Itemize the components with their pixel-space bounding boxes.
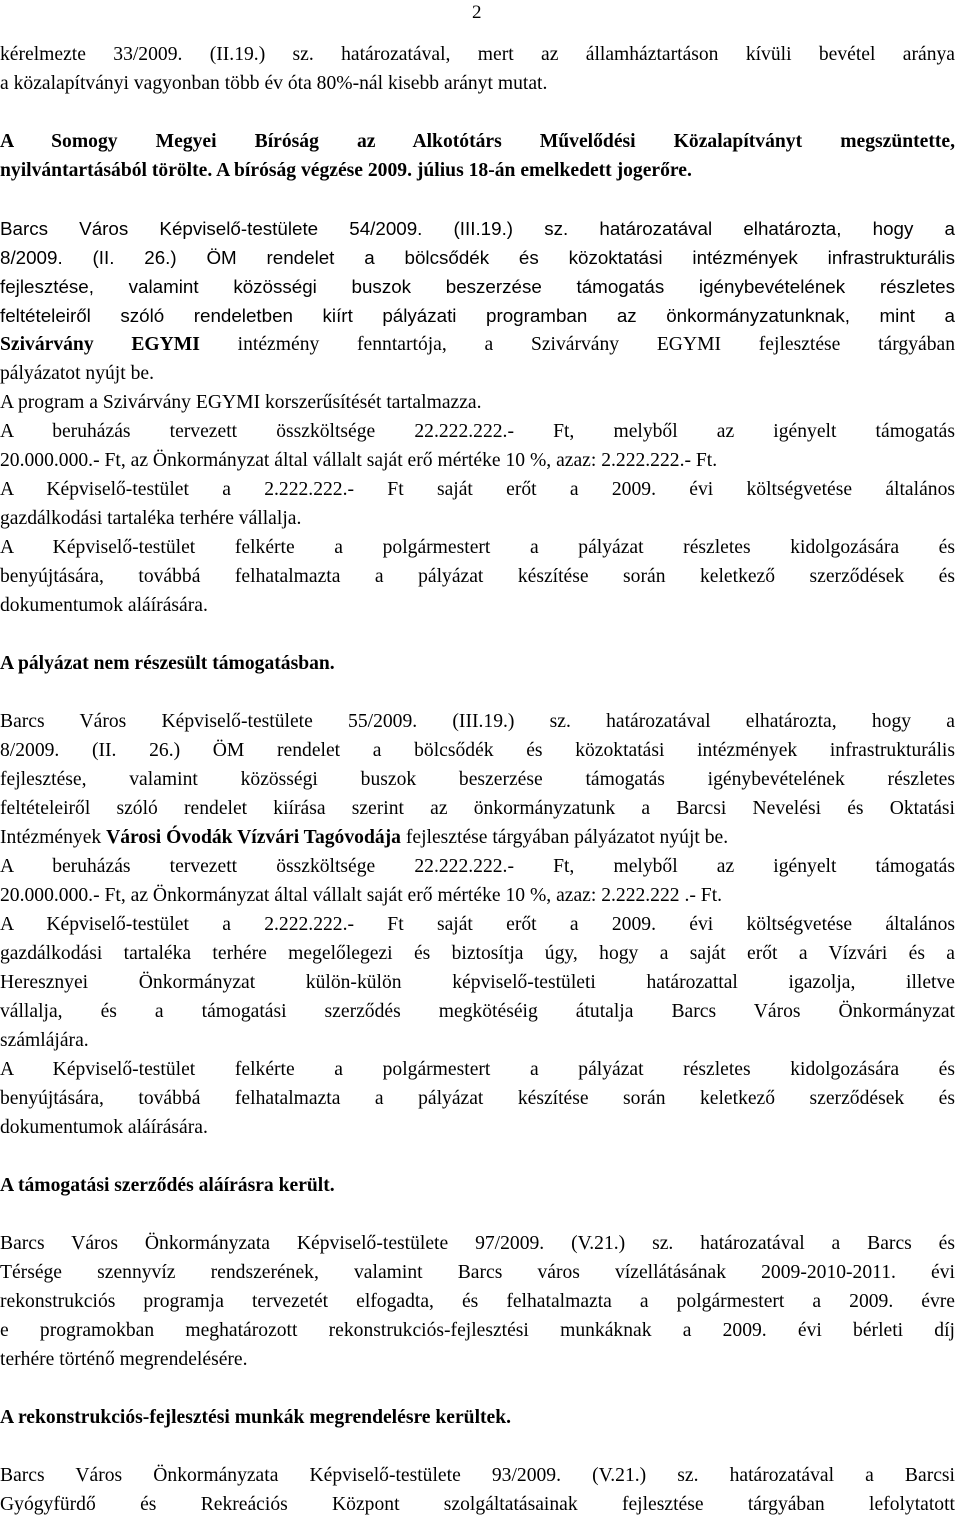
text-line: Gyógyfürdő és Rekreációs Központ szolgáltatásainak fejlesztése tárgyában lefolytatott bbox=[0, 1494, 955, 1515]
text-line: Barcs Város Képviselő-testülete 54/2009. (III.19.) sz. határozatával elhatározta, hogy a bbox=[0, 218, 955, 239]
text-line: feltételeiről szóló rendeletben kiírt pályázati programban az önkormányzatunknak, mint a bbox=[0, 305, 955, 326]
text-line: 8/2009. (II. 26.) ÖM rendelet a bölcsődék és közoktatási intézmények infrastrukturális bbox=[0, 247, 955, 268]
text-line: Heresznyei Önkormányzat külön-külön képviselő-testületi határozattal igazolja, illetve bbox=[0, 972, 955, 993]
text-line: terhére történő megrendelésére. bbox=[0, 1349, 248, 1370]
text-line: 8/2009. (II. 26.) ÖM rendelet a bölcsődék és közoktatási intézmények infrastrukturális bbox=[0, 740, 955, 761]
text-line bbox=[0, 330, 955, 359]
text-line: Térsége szennyvíz rendszerének, valamint Barcs város vízellátásának 2009-2010-2011. évi bbox=[0, 1262, 955, 1283]
text-line: e programokban meghatározott rekonstrukciós-fejlesztési munkáknak a 2009. évi bérleti díj bbox=[0, 1320, 955, 1341]
text-line: A beruházás tervezett összköltsége 22.222.222.- Ft, melyből az igényelt támogatás bbox=[0, 856, 955, 877]
text-line: 20.000.000.- Ft, az Önkormányzat által vállalt saját erő mértéke 10 %, azaz: 2.222.222 .- Ft. bbox=[0, 885, 723, 906]
text-line: számlájára. bbox=[0, 1030, 89, 1051]
text-line: a közalapítványi vagyonban több év óta 80%-nál kisebb arányt mutat. bbox=[0, 73, 548, 94]
text-line: dokumentumok aláírására. bbox=[0, 1117, 208, 1138]
text-line: A Somogy Megyei Bíróság az Alkotótárs Művelődési Közalapítványt megszüntette, bbox=[0, 131, 955, 152]
text-line: dokumentumok aláírására. bbox=[0, 595, 208, 616]
text-line: Barcs Város Önkormányzata Képviselő-testülete 97/2009. (V.21.) sz. határozatával a Barcs és bbox=[0, 1233, 955, 1254]
institution-name: Szivárvány EGYMI bbox=[0, 334, 200, 355]
text-line: rekonstrukciós programja tervezetét elfogadta, és felhatalmazta a polgármestert a 2009. évre bbox=[0, 1291, 955, 1312]
text-segment: fejlesztése tárgyában pályázatot nyújt be. bbox=[400, 827, 729, 848]
text-line: fejlesztése, valamint közösségi buszok beszerzése támogatás igénybevételének részletes bbox=[0, 276, 955, 297]
text-line: benyújtására, továbbá felhatalmazta a pályázat készítése során keletkező szerződések és bbox=[0, 1088, 955, 1109]
institution-name: Városi Óvodák Vízvári Tagóvodája bbox=[106, 827, 401, 848]
outcome-heading: A rekonstrukciós-fejlesztési munkák megrendelésre kerültek. bbox=[0, 1407, 512, 1428]
text-line: gazdálkodási tartaléka terhére vállalja. bbox=[0, 508, 302, 529]
text-line: nyilvántartásából törölte. A bíróság végzése 2009. július 18-án emelkedett jogerőre. bbox=[0, 160, 692, 181]
text-line: A Képviselő-testület a 2.222.222.- Ft saját erőt a 2009. évi költségvetése általános bbox=[0, 479, 955, 500]
text-line: benyújtására, továbbá felhatalmazta a pályázat készítése során keletkező szerződések és bbox=[0, 566, 955, 587]
text-line: A Képviselő-testület felkérte a polgármestert a pályázat részletes kidolgozására és bbox=[0, 1059, 955, 1080]
text-line: kérelmezte 33/2009. (II.19.) sz. határozatával, mert az államháztartáson kívüli bevétel aránya bbox=[0, 44, 955, 65]
text-line: pályázatot nyújt be. bbox=[0, 363, 154, 384]
document-body bbox=[0, 40, 955, 1519]
text-segment: Intézmények bbox=[0, 827, 107, 848]
text-line: fejlesztése, valamint közösségi buszok beszerzése támogatás igénybevételének részletes bbox=[0, 769, 955, 790]
text-line bbox=[0, 823, 955, 852]
outcome-heading: A támogatási szerződés aláírásra került. bbox=[0, 1175, 335, 1196]
text-line: A Képviselő-testület a 2.222.222.- Ft saját erőt a 2009. évi költségvetése általános bbox=[0, 914, 955, 935]
text-line: Barcs Város Önkormányzata Képviselő-testülete 93/2009. (V.21.) sz. határozatával a Barcsi bbox=[0, 1465, 955, 1486]
text-line: A Képviselő-testület felkérte a polgármestert a pályázat részletes kidolgozására és bbox=[0, 537, 955, 558]
outcome-heading: A pályázat nem részesült támogatásban. bbox=[0, 653, 335, 674]
text-line: feltételeiről szóló rendelet kiírása szerint az önkormányzatunk a Barcsi Nevelési és Oktatási bbox=[0, 798, 955, 819]
text-line: gazdálkodási tartaléka terhére megelőlegezi és biztosítja úgy, hogy a saját erőt a Vízvári és a bbox=[0, 943, 955, 964]
text-line: 20.000.000.- Ft, az Önkormányzat által vállalt saját erő mértéke 10 %, azaz: 2.222.222.- Ft. bbox=[0, 450, 718, 471]
text-segment: intézmény fenntartója, a Szivárvány EGYMI fejlesztése tárgyában bbox=[199, 334, 955, 355]
page-number: 2 bbox=[472, 2, 482, 23]
text-line: vállalja, és a támogatási szerződés megkötéséig átutalja Barcs Város Önkormányzat bbox=[0, 1001, 955, 1022]
text-line: A program a Szivárvány EGYMI korszerűsítését tartalmazza. bbox=[0, 392, 482, 413]
text-line: Barcs Város Képviselő-testülete 55/2009. (III.19.) sz. határozatával elhatározta, hogy a bbox=[0, 711, 955, 732]
text-line: A beruházás tervezett összköltsége 22.222.222.- Ft, melyből az igényelt támogatás bbox=[0, 421, 955, 442]
